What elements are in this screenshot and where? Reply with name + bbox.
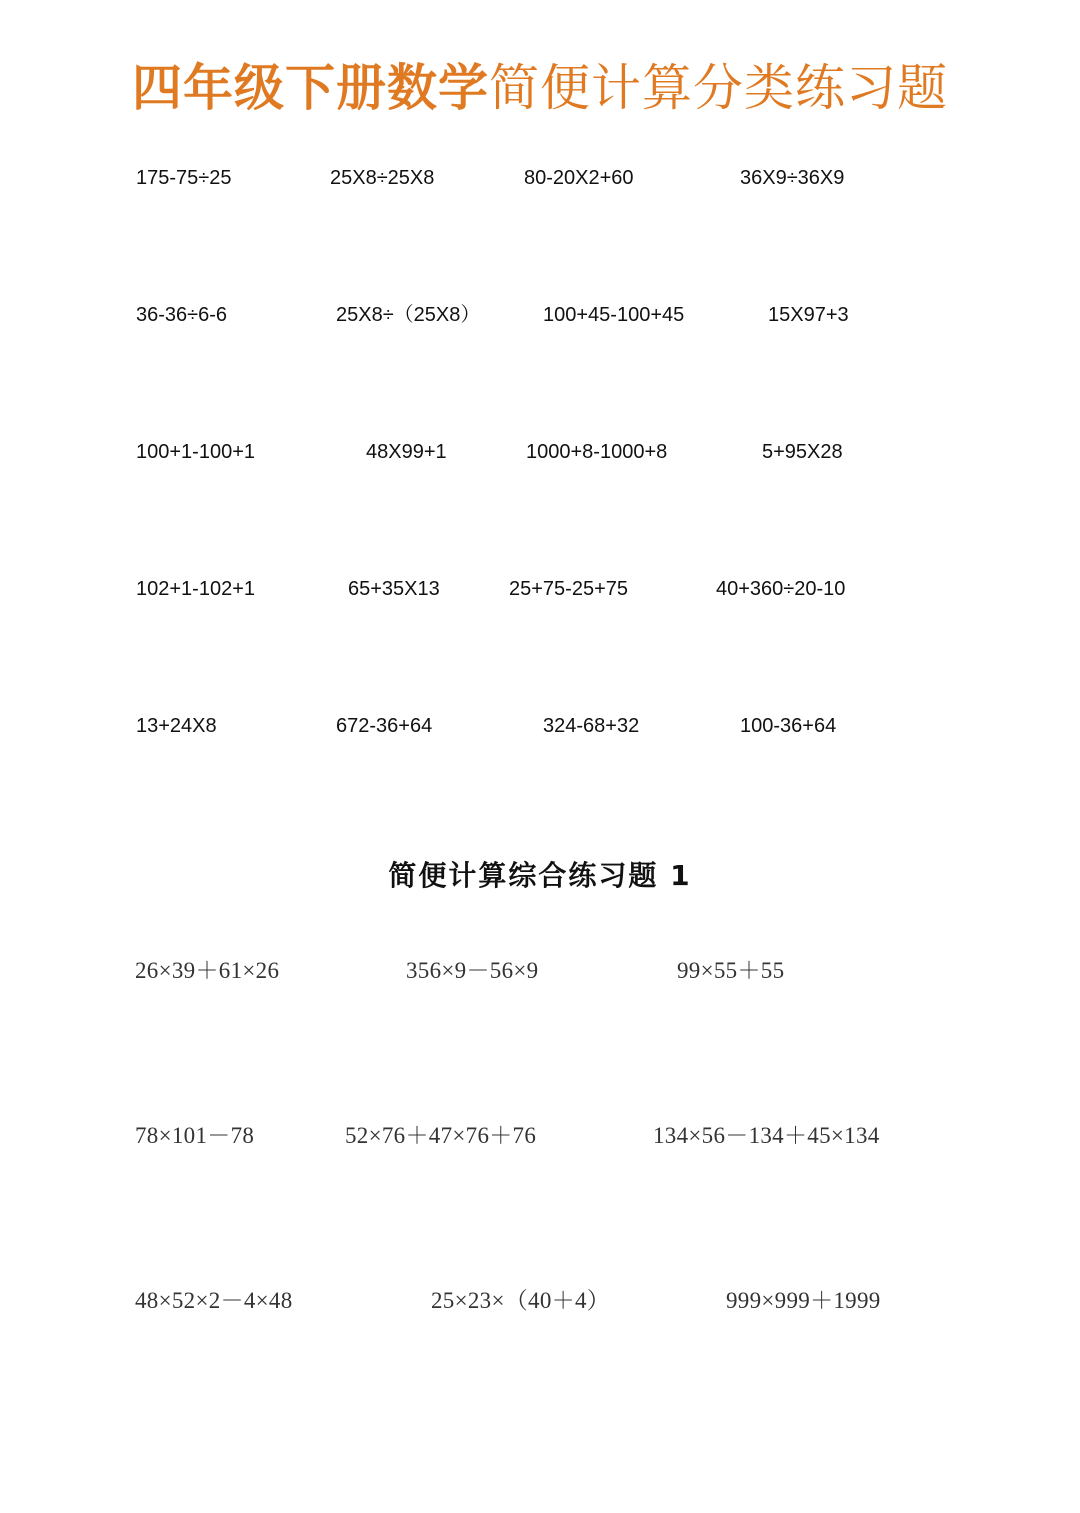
title-part-light: 简便计算分类练习题	[489, 59, 948, 117]
exercise: 100-36+64	[740, 715, 837, 737]
exercise: 25+75-25+75	[509, 578, 629, 600]
exercise: 25X8÷（25X8）	[336, 304, 481, 326]
exercise: 15X97+3	[768, 304, 849, 326]
exercise: 100+45-100+45	[543, 304, 685, 326]
exercise: 999×999＋1999	[726, 1288, 881, 1313]
exercise: 78×101－78	[135, 1123, 255, 1148]
exercise: 356×9－56×9	[406, 958, 539, 983]
exercise: 52×76＋47×76＋76	[345, 1123, 537, 1148]
exercise: 26×39＋61×26	[135, 958, 280, 983]
exercise: 36-36÷6-6	[136, 304, 228, 326]
section-title: 简便计算综合练习题 1	[388, 859, 692, 892]
exercise: 48×52×2－4×48	[135, 1288, 293, 1313]
exercise: 25X8÷25X8	[330, 167, 435, 189]
exercise: 5+95X28	[762, 441, 843, 463]
exercise: 134×56－134＋45×134	[653, 1123, 880, 1148]
exercise: 324-68+32	[543, 715, 640, 737]
exercise: 1000+8-1000+8	[526, 441, 668, 463]
exercise: 672-36+64	[336, 715, 433, 737]
page-title	[0, 58, 1080, 118]
exercise: 13+24X8	[136, 715, 217, 737]
exercise: 65+35X13	[348, 578, 440, 600]
exercise: 80-20X2+60	[524, 167, 634, 189]
exercise: 175-75÷25	[136, 167, 232, 189]
exercise: 100+1-100+1	[136, 441, 256, 463]
title-part-bold: 四年级下册数学	[132, 59, 489, 117]
exercise: 99×55＋55	[677, 958, 785, 983]
exercise: 36X9÷36X9	[740, 167, 845, 189]
exercise: 40+360÷20-10	[716, 578, 846, 600]
exercise: 25×23×（40＋4）	[431, 1288, 611, 1313]
exercise: 48X99+1	[366, 441, 447, 463]
exercise: 102+1-102+1	[136, 578, 256, 600]
